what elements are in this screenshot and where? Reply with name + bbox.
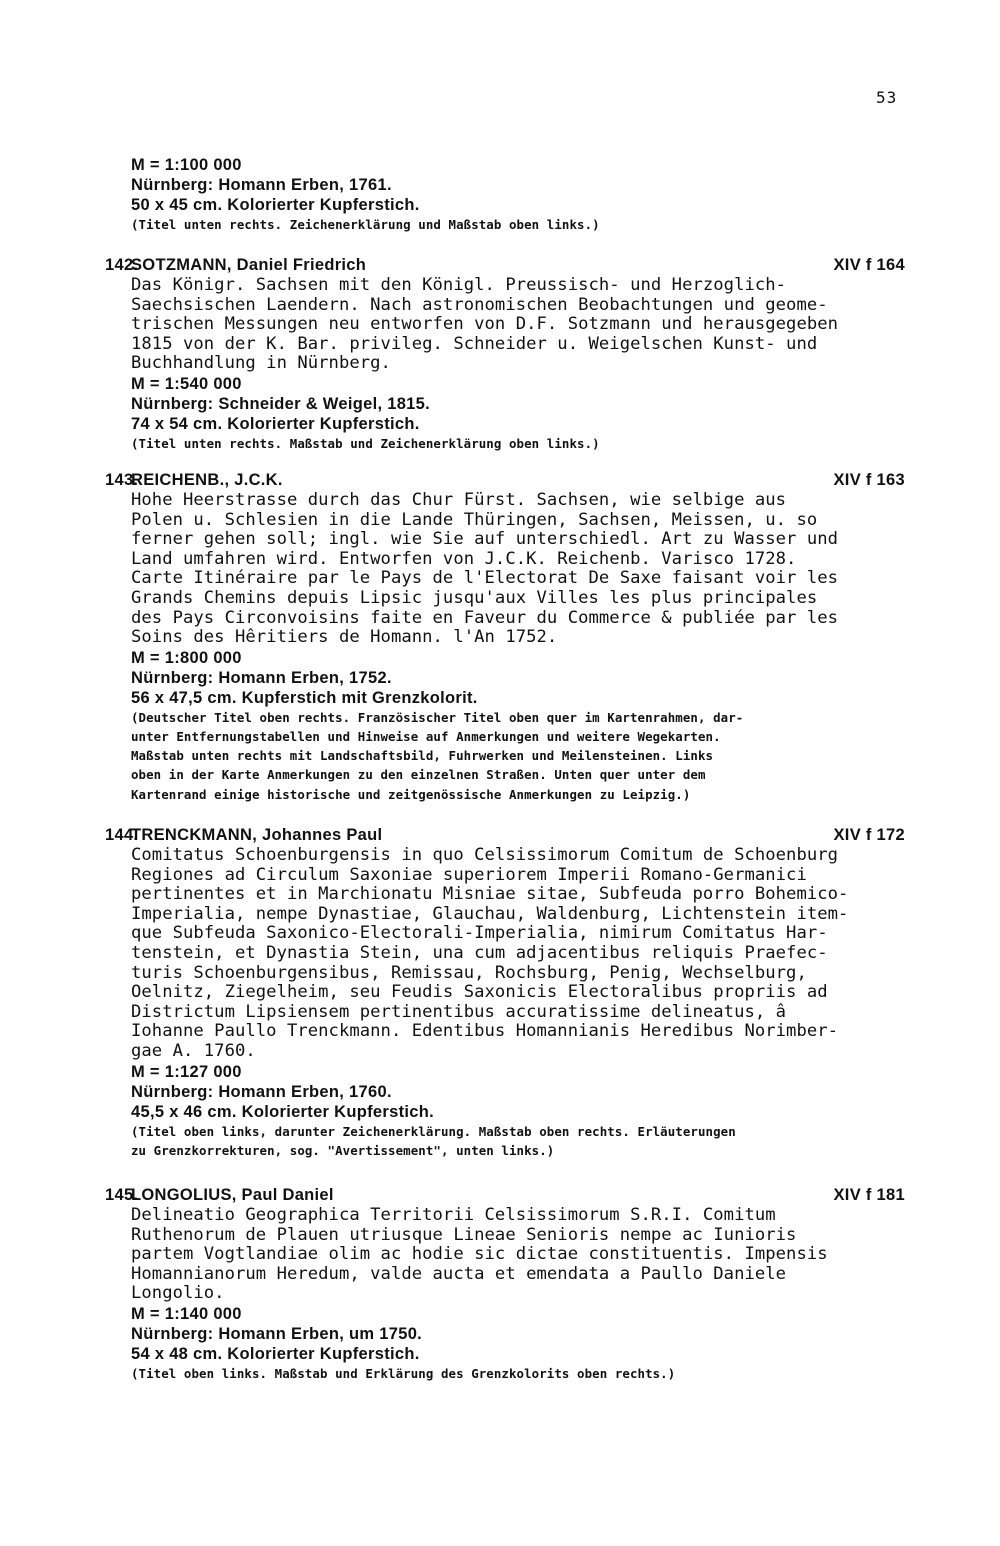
note-line: (Deutscher Titel oben rechts. Französischer Titel oben quer im Kartenrahmen, dar- — [131, 709, 744, 725]
publisher-line: Nürnberg: Homann Erben, 1760. — [131, 1082, 392, 1101]
entry-author: REICHENB., J.C.K. — [131, 471, 283, 489]
format-line: 74 x 54 cm. Kolorierter Kupferstich. — [131, 414, 420, 433]
title-line: pertinentes et in Marchionatu Misniae sitae, Subfeuda porro Bohemico- — [131, 884, 849, 905]
entry-number: 145. — [105, 1186, 139, 1204]
title-line: Polen u. Schlesien in die Lande Thüringen, Sachsen, Meissen, u. so — [131, 509, 818, 530]
title-line: Homannianorum Heredum, valde aucta et emendata a Paullo Daniele — [131, 1263, 787, 1284]
entry-142-body — [131, 276, 931, 453]
title-line: Soins des Hêritiers de Homann. l'An 1752. — [131, 627, 558, 648]
entry-145-header — [105, 1186, 905, 1206]
title-line: 1815 von der K. Bar. privileg. Schneider u. Weigelschen Kunst- und — [131, 333, 818, 354]
note-line: (Titel oben links. Maßstab und Erklärung des Grenzkolorits oben rechts.) — [131, 1365, 676, 1381]
note-line: (Titel unten rechts. Zeichenerklärung und Maßstab oben links.) — [131, 217, 600, 232]
page-number: 53 — [876, 88, 898, 107]
publisher-line: Nürnberg: Homann Erben, 1761. — [131, 176, 392, 194]
title-line: Carte Itinéraire par le Pays de l'Electorat De Saxe faisant voir les — [131, 568, 839, 589]
title-line: Comitatus Schoenburgensis in quo Celsissimorum Comitum de Schoenburg — [131, 845, 839, 865]
title-line: Longolio. — [131, 1283, 225, 1304]
entry-142-header — [105, 256, 905, 276]
title-line: des Pays Circonvoisins faite en Faveur du Commerce & publiée par les — [131, 607, 839, 628]
title-line: Land umfahren wird. Entworfen von J.C.K. Reichenb. Varisco 1728. — [131, 548, 797, 569]
entry-145-body — [131, 1206, 931, 1383]
entry-143-header — [105, 471, 905, 491]
scale-line: M = 1:140 000 — [131, 1304, 242, 1323]
scale-line: M = 1:127 000 — [131, 1062, 242, 1081]
format-line: 50 x 45 cm. Kolorierter Kupferstich. — [131, 196, 420, 214]
title-line: Oelnitz, Ziegelheim, seu Feudis Saxonicis Electoralibus propriis ad — [131, 982, 828, 1003]
title-line: trischen Messungen neu entworfen von D.F. Sotzmann und herausgegeben — [131, 314, 839, 335]
entry-author: SOTZMANN, Daniel Friedrich — [131, 256, 367, 274]
title-line: gae A. 1760. — [131, 1040, 256, 1061]
format-line: 56 x 47,5 cm. Kupferstich mit Grenzkolorit. — [131, 688, 478, 707]
title-line: ferner gehen soll; ingl. wie Sie auf unterschiedl. Art zu Wasser und — [131, 529, 839, 550]
entry-author: TRENCKMANN, Johannes Paul — [131, 826, 383, 844]
entry-author: LONGOLIUS, Paul Daniel — [131, 1186, 334, 1204]
title-line: Grands Chemins depuis Lipsic jusqu'aux Villes les plus principales — [131, 587, 818, 608]
title-line: Hohe Heerstrasse durch das Chur Fürst. Sachsen, wie selbige aus — [131, 490, 787, 510]
entry-number: 143. — [105, 471, 139, 489]
title-line: Iohanne Paullo Trenckmann. Edentibus Homannianis Heredibus Norimber- — [131, 1021, 839, 1042]
note-line: Maßstab unten rechts mit Landschaftsbild, Fuhrwerken und Meilensteinen. Links — [131, 748, 714, 764]
title-line: Saechsischen Laendern. Nach astronomischen Beobachtungen und geome- — [131, 294, 828, 315]
entry-number: 144. — [105, 826, 139, 844]
title-line: Regiones ad Circulum Saxoniae superiorem Imperii Romano-Germanici — [131, 864, 807, 885]
title-line: Districtum Lipsiensem pertinentibus accuratissime delineatus, â — [131, 1001, 787, 1022]
note-line: (Titel unten rechts. Maßstab und Zeichenerklärung oben links.) — [131, 435, 600, 451]
note-line: (Titel oben links, darunter Zeichenerklärung. Maßstab oben rechts. Erläuterungen — [131, 1123, 736, 1139]
entry-143-body — [131, 491, 931, 804]
scale-line: M = 1:800 000 — [131, 648, 242, 667]
note-line: oben in der Karte Anmerkungen zu den einzelnen Straßen. Unten quer unter dem — [131, 767, 706, 783]
format-line: 54 x 48 cm. Kolorierter Kupferstich. — [131, 1344, 420, 1363]
publisher-line: Nürnberg: Schneider & Weigel, 1815. — [131, 394, 431, 413]
title-line: Buchhandlung in Nürnberg. — [131, 353, 391, 374]
entry-shelfmark: XIV f 172 — [833, 826, 905, 844]
scale-line: M = 1:100 000 — [131, 156, 242, 174]
title-line: partem Vogtlandiae olim ac hodie sic dictae constituentis. Impensis — [131, 1244, 828, 1265]
publisher-line: Nürnberg: Homann Erben, um 1750. — [131, 1324, 423, 1343]
title-line: Delineatio Geographica Territorii Celsissimorum S.R.I. Comitum — [131, 1205, 776, 1225]
title-line: Imperialia, nempe Dynastiae, Glauchau, Waldenburg, Lichtenstein item- — [131, 903, 849, 924]
entry-shelfmark: XIV f 164 — [833, 256, 905, 274]
note-line: zu Grenzkorrekturen, sog. "Avertissement", unten links.) — [131, 1142, 555, 1158]
title-line: Das Königr. Sachsen mit den Königl. Preussisch- und Herzoglich- — [131, 275, 787, 295]
entry-shelfmark: XIV f 163 — [833, 471, 905, 489]
title-line: que Subfeuda Saxonico-Electorali-Imperialia, nimirum Comitatus Har- — [131, 923, 828, 944]
note-line: unter Entfernungstabellen und Hinweise auf Anmerkungen und weitere Wegekarten. — [131, 728, 721, 744]
title-line: Ruthenorum de Plauen utriusque Lineae Senioris nempe ac Iunioris — [131, 1224, 797, 1245]
scale-line: M = 1:540 000 — [131, 374, 242, 393]
title-line: turis Schoenburgensibus, Remissau, Rochsburg, Penig, Wechselburg, — [131, 962, 807, 983]
note-line: Kartenrand einige historische und zeitgenössische Anmerkungen zu Leipzig.) — [131, 786, 691, 802]
format-line: 45,5 x 46 cm. Kolorierter Kupferstich. — [131, 1102, 435, 1121]
publisher-line: Nürnberg: Homann Erben, 1752. — [131, 668, 392, 687]
entry-shelfmark: XIV f 181 — [833, 1186, 905, 1204]
entry-number: 142. — [105, 256, 139, 274]
entry-141-continuation — [131, 155, 931, 234]
title-line: tenstein, et Dynastia Stein, una cum adjacentibus reliquis Praefec- — [131, 942, 828, 963]
entry-144-header — [105, 826, 905, 846]
entry-144-body — [131, 846, 931, 1160]
